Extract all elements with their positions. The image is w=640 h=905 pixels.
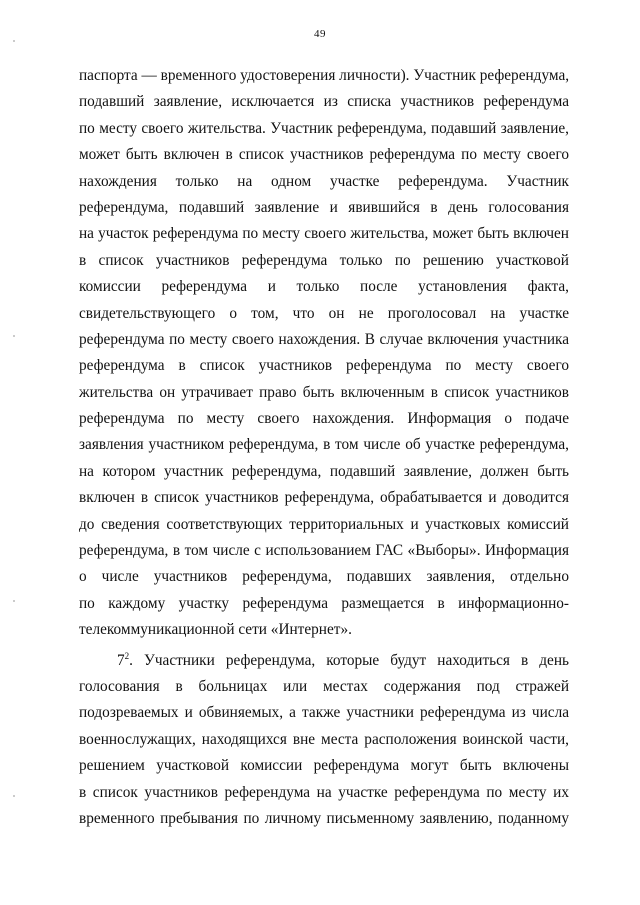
first-line-text: . Участники референдума, которые будут находиться в день [129, 651, 569, 669]
text-line: референдума по месту своего нахождения. Информация о подаче [79, 410, 569, 428]
text-line: по каждому участку референдума размещается в информационно- [79, 594, 569, 612]
page-number: 49 [314, 28, 326, 40]
scan-margin-mark [13, 600, 15, 602]
text-line: свидетельствующего о том, что он не проголосовал на участке [79, 304, 569, 322]
text-line: на котором участник референдума, подавший заявление, должен быть [79, 462, 569, 480]
text-line: на участок референдума по месту своего жительства, может быть включен [79, 225, 569, 243]
paragraph-first-line [79, 648, 569, 674]
paragraph-1 [79, 63, 569, 644]
text-line: до сведения соответствующих территориальных и участковых комиссий [79, 515, 569, 533]
text-line: о числе участников референдума, подавших заявления, отдельно [79, 568, 569, 586]
text-line: комиссии референдума и только после установления факта, [79, 278, 569, 296]
text-line: в список участников референдума на участке референдума по месту их [79, 783, 569, 801]
text-line: подозреваемых и обвиняемых, а также участники референдума из числа [79, 704, 569, 722]
text-line: включен в список участников референдума, обрабатывается и доводится [79, 489, 569, 507]
text-line: решением участковой комиссии референдума могут быть включены [79, 757, 569, 775]
text-line: нахождения только на одном участке референдума. Участник [79, 172, 569, 190]
scan-margin-mark [13, 40, 15, 42]
section-number: 7 [117, 651, 125, 669]
text-line: телекоммуникационной сети «Интернет». [79, 621, 352, 639]
text-line: заявления участником референдума, в том числе об участке референдума, [79, 436, 569, 454]
scan-margin-mark [13, 335, 15, 337]
text-line: референдума, в том числе с использованием ГАС «Выборы». Информация [79, 542, 569, 560]
text-line: референдума по месту своего нахождения. В случае включения участника [79, 330, 569, 348]
text-line: паспорта — временного удостоверения личности). Участник референдума, [79, 67, 570, 84]
document-body [79, 63, 569, 832]
text-line: может быть включен в список участников референдума по месту своего [79, 146, 569, 164]
text-line: по месту своего жительства. Участник референдума, подавший заявление, [79, 119, 569, 137]
text-line: референдума в список участников референдума по месту своего [79, 357, 569, 375]
scan-margin-mark [13, 795, 15, 797]
text-line: в список участников референдума только по решению участковой [79, 251, 569, 269]
text-line: референдума, подавший заявление и явившийся в день голосования [79, 198, 569, 216]
text-line: жительства он утрачивает право быть включенным в список участников [79, 383, 569, 401]
text-line: военнослужащих, находящихся вне места расположения воинской части, [79, 730, 569, 748]
text-line: временного пребывания по личному письменному заявлению, поданному [79, 809, 569, 827]
paragraph-2 [79, 648, 569, 833]
section-number-superscript: 2 [124, 650, 130, 661]
text-line: подавший заявление, исключается из списка участников референдума [79, 93, 569, 111]
text-line: голосования в больницах или местах содержания под стражей [79, 677, 569, 695]
